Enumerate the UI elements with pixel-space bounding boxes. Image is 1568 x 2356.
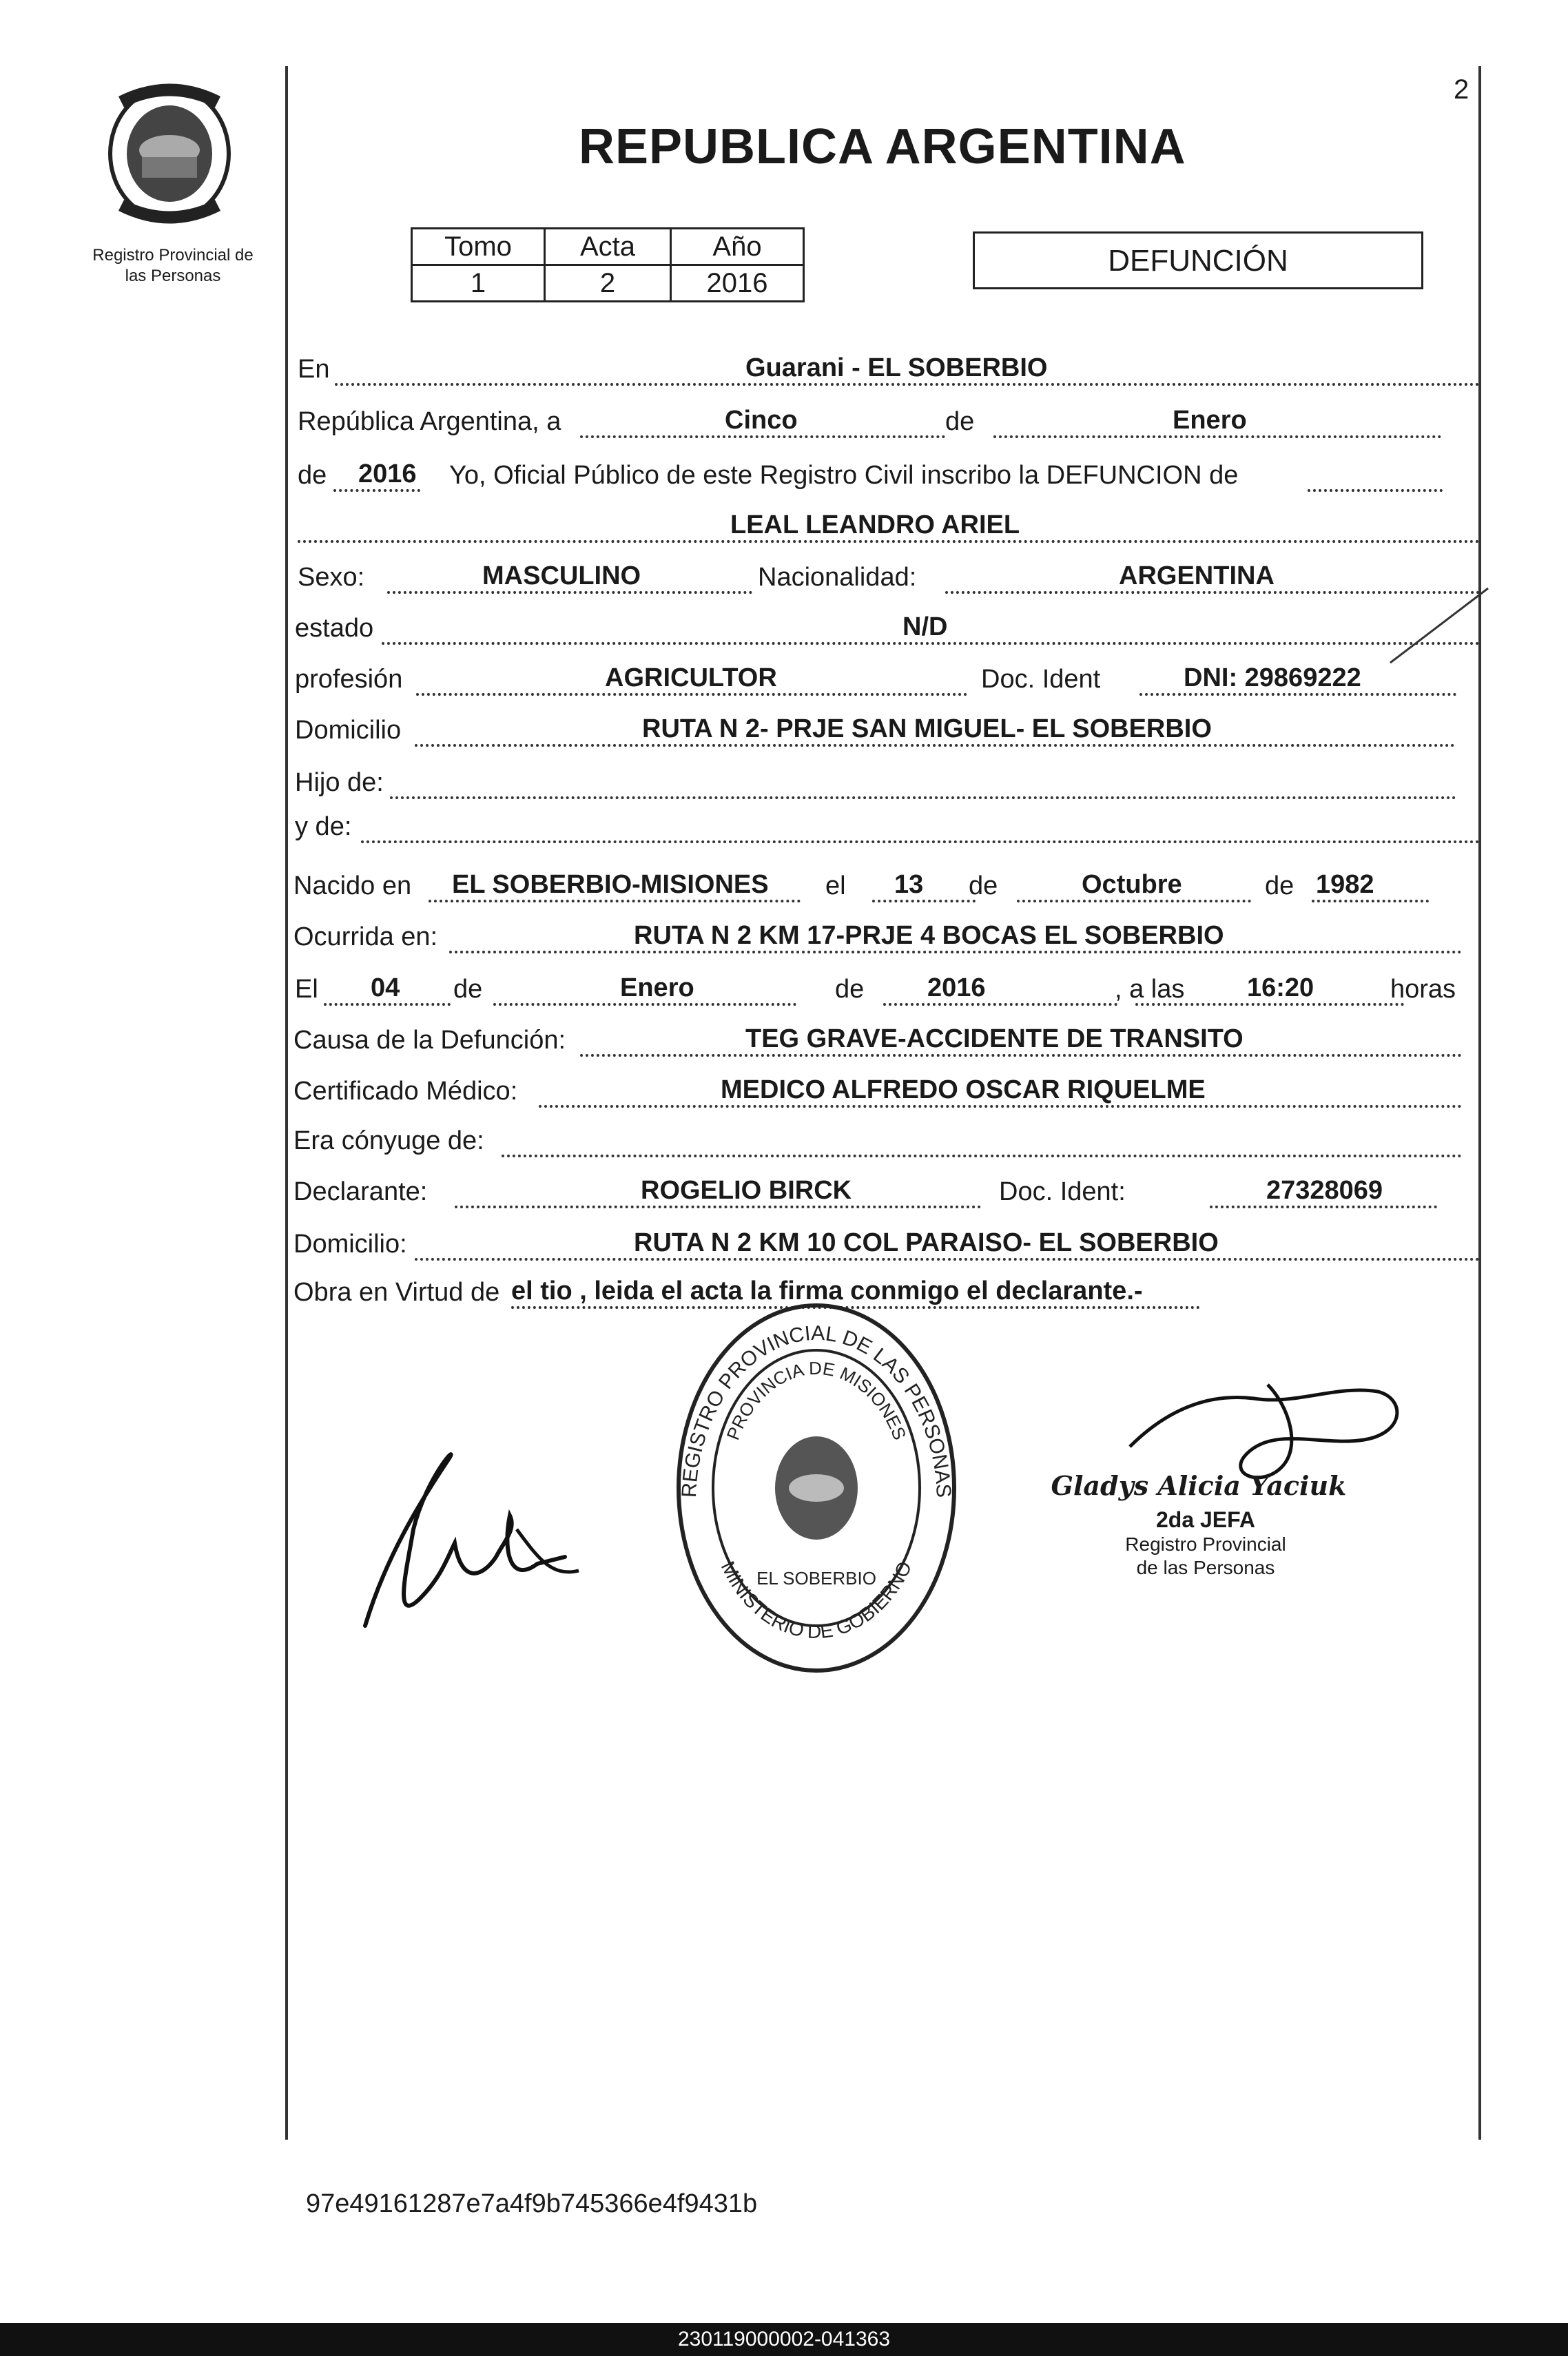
- horas-label: horas: [1390, 975, 1456, 1004]
- mes-value: Enero: [1173, 406, 1247, 435]
- conyuge-label: Era cónyuge de:: [293, 1126, 484, 1155]
- def-mes: Enero: [620, 973, 694, 1002]
- seal-bottom-text: MINISTERIO DE GOBIERNO: [716, 1558, 916, 1643]
- decl-domicilio-label: Domicilio:: [293, 1230, 407, 1259]
- de-label-3: de: [969, 871, 998, 900]
- decl-doc-label: Doc. Ident:: [999, 1177, 1126, 1206]
- province-logo: [101, 81, 238, 226]
- doc-ident-value: DNI: 29869222: [1184, 663, 1361, 692]
- acta-header-acta: Acta: [545, 229, 671, 265]
- signer-name: Gladys Alicia Yaciuk: [1051, 1470, 1347, 1501]
- oficial-text: Yo, Oficial Público de este Registro Civil inscribo la DEFUNCION de: [449, 461, 1239, 490]
- row-conyuge: [293, 1120, 1480, 1161]
- nac-mes: Octubre: [1082, 870, 1182, 899]
- nacido-label: Nacido en: [293, 871, 412, 900]
- causa-value: TEG GRAVE-ACCIDENTE DE TRANSITO: [745, 1024, 1244, 1053]
- decl-domicilio-value: RUTA N 2 KM 10 COL PARAISO- EL SOBERBIO: [634, 1228, 1219, 1257]
- domicilio-value: RUTA N 2- PRJE SAN MIGUEL- EL SOBERBIO: [642, 714, 1212, 743]
- declarante-value: ROGELIO BIRCK: [641, 1176, 852, 1205]
- nac-dia-line: [872, 861, 976, 902]
- hijo-line: [390, 758, 1456, 799]
- certificado-label: Certificado Médico:: [293, 1077, 518, 1106]
- hijo-label: Hijo de:: [295, 768, 384, 797]
- en-label: En: [298, 355, 330, 384]
- logo-caption-line1: Registro Provincial de: [92, 246, 254, 265]
- sexo-value: MASCULINO: [482, 561, 641, 590]
- estado-value: N/D: [902, 612, 948, 641]
- declarante-label: Declarante:: [293, 1177, 428, 1206]
- logo-caption: [66, 245, 280, 287]
- signer-org-line1: Registro Provincial: [1125, 1533, 1286, 1555]
- de-label-6: de: [835, 975, 865, 1004]
- estado-label: estado: [295, 614, 374, 643]
- republica-label: República Argentina, a: [298, 407, 561, 436]
- seal-outer-text: REGISTRO PROVINCIAL DE LAS PERSONAS: [677, 1321, 956, 1498]
- yde-label: y de:: [295, 812, 352, 841]
- def-anio: 2016: [927, 973, 986, 1002]
- row-nombre: [293, 506, 1480, 547]
- certificado-value: MEDICO ALFREDO OSCAR RIQUELME: [721, 1075, 1206, 1104]
- de-label-1: de: [945, 407, 975, 436]
- nac-anio: 1982: [1316, 870, 1374, 899]
- nac-dia: 13: [894, 870, 924, 899]
- def-anio-line: [883, 964, 1117, 1006]
- row-y-de: [293, 806, 1480, 847]
- conyuge-line: [502, 1116, 1462, 1157]
- def-hora: 16:20: [1247, 973, 1314, 1002]
- page-number: 2: [1454, 74, 1469, 105]
- logo-caption-line2: las Personas: [125, 267, 221, 285]
- obra-value: el tio , leida el acta la firma conmigo el declarante.-: [511, 1277, 1143, 1305]
- el2-label: El: [295, 975, 318, 1004]
- acta-table: [411, 227, 805, 302]
- nombre-value: LEAL LEANDRO ARIEL: [730, 510, 1020, 539]
- row-fecha-defuncion: [293, 969, 1480, 1010]
- profesion-value: AGRICULTOR: [605, 663, 777, 692]
- diagonal-mark: [1385, 586, 1495, 668]
- acta-value-tomo: 1: [412, 265, 545, 302]
- row-certificado: [293, 1071, 1480, 1112]
- alas-label: , a las: [1115, 975, 1185, 1004]
- yde-line: [361, 802, 1480, 843]
- obra-label: Obra en Virtud de: [293, 1278, 500, 1307]
- de-label-5: de: [453, 975, 483, 1004]
- signer-role: 2da JEFA: [1155, 1507, 1256, 1532]
- official-seal: [668, 1295, 964, 1681]
- nacionalidad-value: ARGENTINA: [1119, 561, 1275, 590]
- acta-header-anio: Año: [671, 229, 804, 265]
- row-decl-domicilio: [293, 1223, 1480, 1265]
- sexo-label: Sexo:: [298, 563, 365, 592]
- nacido-value: EL SOBERBIO-MISIONES: [452, 870, 769, 899]
- dia-value: Cinco: [725, 406, 798, 435]
- anio-value: 2016: [358, 459, 417, 488]
- seal-town-text: EL SOBERBIO: [756, 1568, 876, 1589]
- seal-inner-text: PROVINCIA DE MISIONES: [722, 1357, 911, 1443]
- doc-ident-label: Doc. Ident: [981, 665, 1101, 694]
- left-signature: [344, 1419, 606, 1640]
- causa-label: Causa de la Defunción:: [293, 1026, 566, 1055]
- row-domicilio: [293, 710, 1480, 751]
- oficial-line: [1308, 451, 1443, 492]
- left-margin-line: [285, 66, 288, 2140]
- row-sexo: [293, 557, 1480, 598]
- en-value: Guarani - EL SOBERBIO: [745, 353, 1048, 382]
- document-hash: 97e49161287e7a4f9b745366e4f9431b: [306, 2189, 758, 2218]
- row-ocurrida: [293, 916, 1480, 958]
- ocurrida-label: Ocurrida en:: [293, 922, 438, 951]
- de-label-2: de: [298, 461, 327, 490]
- page-title: REPUBLICA ARGENTINA: [579, 119, 1186, 174]
- profesion-label: profesión: [295, 665, 403, 694]
- signer-org-line2: de las Personas: [1136, 1557, 1275, 1578]
- row-causa: [293, 1020, 1480, 1061]
- de-label-4: de: [1265, 871, 1294, 900]
- row-fecha-inscripcion: [293, 401, 1480, 442]
- barcode-footer-bar: 230119000002-041363: [0, 2323, 1568, 2356]
- row-oficial: [293, 455, 1480, 496]
- domicilio-label: Domicilio: [295, 716, 402, 745]
- nacionalidad-label: Nacionalidad:: [758, 563, 917, 592]
- row-nacido: [293, 865, 1480, 907]
- row-profesion: [293, 659, 1480, 700]
- row-declarante: [293, 1171, 1480, 1212]
- def-dia: 04: [371, 973, 400, 1002]
- row-en: [293, 349, 1480, 390]
- decl-doc-value: 27328069: [1266, 1176, 1383, 1205]
- document-type-box: DEFUNCIÓN: [973, 231, 1423, 289]
- row-hijo-de: [293, 762, 1480, 803]
- row-estado: [293, 608, 1480, 649]
- acta-header-tomo: Tomo: [412, 229, 545, 265]
- ocurrida-value: RUTA N 2 KM 17-PRJE 4 BOCAS EL SOBERBIO: [634, 921, 1224, 950]
- el-label: el: [825, 871, 846, 900]
- acta-value-acta: 2: [545, 265, 671, 302]
- acta-value-anio: 2016: [671, 265, 804, 302]
